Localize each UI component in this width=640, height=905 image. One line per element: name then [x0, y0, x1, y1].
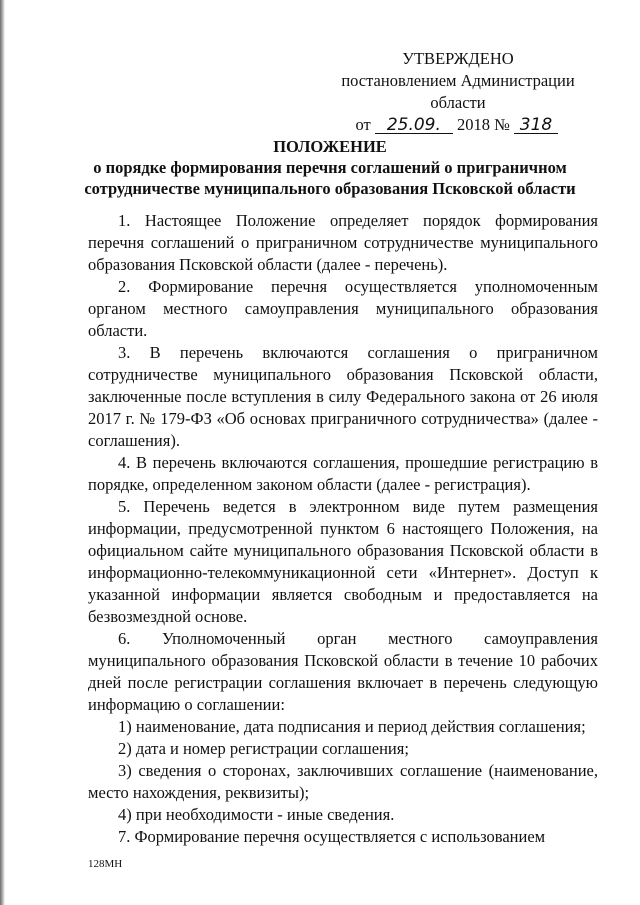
list-item: 3) сведения о сторонах, заключивших соглашение (наименование, место нахождения, реквизиты);	[88, 761, 598, 802]
title-heading: ПОЛОЖЕНИЕ	[273, 137, 387, 156]
paragraph: 2. Формирование перечня осуществляется уполномоченным органом местного самоуправления муниципального образования области.	[88, 277, 598, 340]
paragraph: 6. Уполномоченный орган местного самоуправления муниципального образования Псковской области в течение 10 рабочих дней после регистрации соглашения включает в перечень следующую информацию о соглашении:	[88, 629, 598, 714]
document-title	[60, 136, 600, 199]
list-item: 2) дата и номер регистрации соглашения;	[118, 739, 409, 758]
approval-year: 2018 №	[457, 115, 510, 134]
approval-stamp	[318, 48, 598, 136]
approval-date: 25.09.	[375, 117, 453, 134]
footer-code: 128МН	[88, 858, 123, 870]
approval-date-line	[318, 114, 598, 136]
paragraph: 7. Формирование перечня осуществляется с использованием	[118, 827, 546, 846]
approval-title: УТВЕРЖДЕНО	[402, 49, 514, 68]
scan-edge	[0, 0, 5, 905]
title-subtitle: о порядке формирования перечня соглашений о приграничном сотрудничестве муниципального образования Псковской области	[84, 158, 576, 198]
paragraph: 3. В перечень включаются соглашения о приграничном сотрудничестве муниципального образования Псковской области, заключенные после вступления в силу Федерального закона от 26 июля 2017 г. № 179-ФЗ «Об основах приграничного сотрудничества» (далее - соглашения).	[88, 343, 598, 450]
list-item: 1) наименование, дата подписания и период действия соглашения;	[118, 717, 586, 736]
paragraph: 1. Настоящее Положение определяет порядок формирования перечня соглашений о приграничном сотрудничестве муниципального образования Псковской области (далее - перечень).	[88, 211, 598, 274]
paragraph: 5. Перечень ведется в электронном виде путем размещения информации, предусмотренной пунктом 6 настоящего Положения, на официальном сайте муниципального образования Псковской области в информационно-телекоммуникационной сети «Интернет». Доступ к указанной информации является свободным и предоставляется на безвозмездной основе.	[88, 497, 598, 626]
list-item: 4) при необходимости - иные сведения.	[118, 805, 395, 824]
approval-authority: постановлением Администрации области	[341, 71, 575, 112]
approval-prefix: от	[355, 115, 371, 134]
paragraph: 4. В перечень включаются соглашения, прошедшие регистрацию в порядке, определенном законом области (далее - регистрация).	[88, 453, 598, 494]
document-body	[88, 210, 598, 848]
approval-number: 318	[514, 117, 558, 134]
